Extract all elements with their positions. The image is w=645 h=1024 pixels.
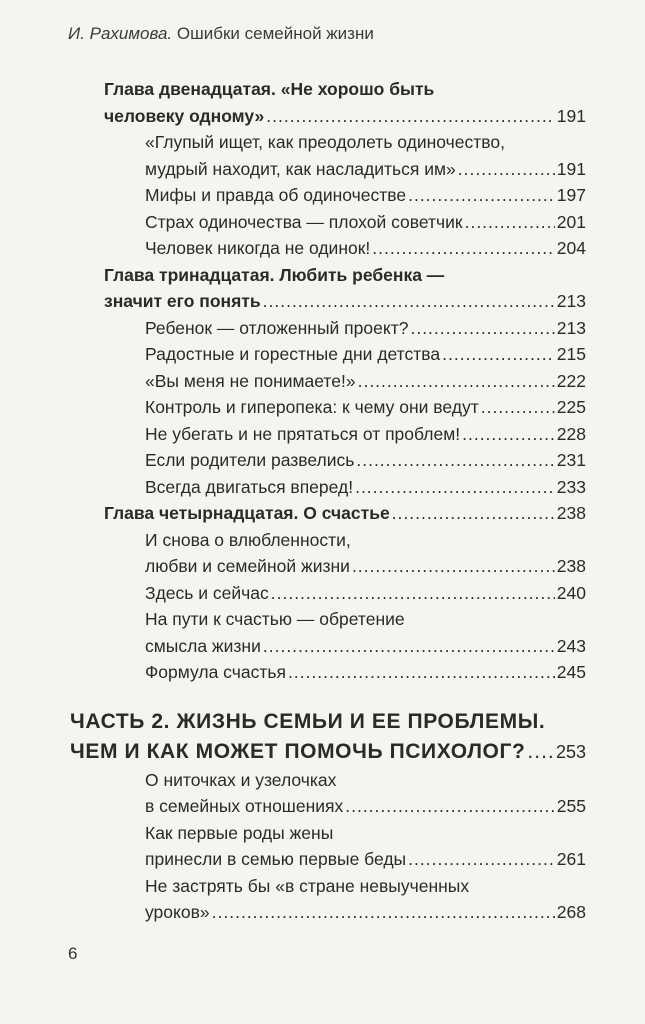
toc-entry-row — [145, 235, 586, 262]
toc-entry-sub — [104, 394, 586, 421]
running-head-author: И. Рахимова. — [68, 24, 173, 43]
dot-leader — [263, 633, 555, 660]
running-head-title: Ошибки семейной жизни — [176, 24, 374, 43]
toc-entry-title-line: Человек никогда не одинок! — [145, 238, 371, 258]
toc-entry-page: 222 — [556, 370, 586, 391]
toc-entry-title-line: Здесь и сейчас — [145, 582, 269, 603]
toc-entry-sub — [104, 527, 586, 580]
toc-entry-page: 191 — [556, 158, 586, 179]
dot-leader — [352, 553, 555, 580]
toc-entry-row — [145, 182, 586, 209]
dot-leader — [372, 235, 555, 262]
toc-entry-row — [145, 341, 586, 368]
toc-entry-sub — [104, 421, 586, 448]
dot-leader — [465, 209, 555, 236]
toc-entry-chapter — [104, 500, 586, 527]
dot-leader — [266, 103, 555, 130]
toc-entry-row — [145, 474, 586, 501]
dot-leader — [355, 474, 555, 501]
toc-entry-title-line: смысла жизни — [145, 635, 261, 656]
toc-entry-title-line: Не убегать и не прятаться от проблем! — [145, 423, 461, 444]
toc-entry-sub — [104, 341, 586, 368]
dot-leader — [458, 156, 555, 183]
toc-entry-page: 238 — [556, 503, 586, 523]
toc-entry-row — [145, 421, 586, 448]
toc-entry-page: 213 — [556, 291, 586, 311]
toc-entry-chapter — [104, 76, 586, 129]
dot-leader — [408, 846, 555, 873]
toc-entry-sub — [104, 447, 586, 474]
toc-entry-title-line: Страх одиночества — плохой советчик — [145, 211, 463, 232]
toc-entry-page: 245 — [556, 662, 586, 682]
toc-entry-sub — [104, 182, 586, 209]
toc-entry-row — [145, 394, 586, 421]
toc-entry-title-line: Глава двенадцатая. «Не хорошо быть — [104, 79, 435, 99]
toc-entry-sub — [104, 209, 586, 236]
toc-entry-row — [145, 447, 586, 474]
toc-entry-page: 233 — [556, 476, 586, 497]
toc-entry-sub — [104, 315, 586, 342]
toc-entry-row — [145, 368, 586, 395]
toc-entry-page: 253 — [555, 741, 586, 762]
toc-entry-title-line: ЧАСТЬ 2. ЖИЗНЬ СЕМЬИ И ЕЕ ПРОБЛЕМЫ. — [70, 709, 546, 733]
toc-entry-title-line: На пути к счастью — обретение — [145, 609, 405, 629]
toc-entry-page: 201 — [556, 211, 586, 232]
toc-entry-title-line: любви и семейной жизни — [145, 556, 350, 576]
dot-leader — [481, 394, 555, 421]
toc-entry-title-line: в семейных отношениях — [145, 796, 344, 816]
toc-entry-title-line: «Глупый ищет, как преодолеть одиночество, — [145, 132, 505, 152]
dot-leader — [392, 500, 555, 527]
dot-leader — [408, 182, 555, 209]
toc-entry-sub — [104, 474, 586, 501]
toc-entry-title-line: ЧЕМ И КАК МОЖЕТ ПОМОЧЬ ПСИХОЛОГ? — [70, 739, 526, 763]
toc-entry-title-line: О ниточках и узелочках — [145, 769, 337, 790]
toc-entry-sub — [104, 580, 586, 607]
toc-entry-page: 228 — [556, 423, 586, 444]
toc-entry-part — [70, 707, 586, 767]
toc-entry-row — [70, 737, 586, 767]
toc-entry-sub — [104, 873, 586, 926]
dot-leader — [462, 421, 555, 448]
toc-entry-title-line: Всегда двигаться вперед! — [145, 476, 354, 497]
toc-entry-page: 213 — [556, 317, 586, 338]
toc-entry-title-line: человеку одному» — [104, 105, 265, 126]
running-head — [68, 24, 374, 44]
toc-entry-row — [145, 553, 586, 580]
toc-entry-row — [145, 209, 586, 236]
toc-entry-sub — [104, 129, 586, 182]
toc-entry-row — [145, 793, 586, 820]
dot-leader — [410, 315, 554, 342]
toc-entry-title-line: Ребенок — отложенный проект? — [145, 317, 409, 338]
toc-entry-sub — [104, 767, 586, 820]
toc-entry-page: 197 — [556, 185, 586, 205]
toc-entry-row — [104, 500, 586, 527]
toc-entry-page: 240 — [556, 582, 586, 603]
toc-entry-sub — [104, 606, 586, 659]
toc-entry-page: 225 — [556, 397, 586, 417]
toc-entry-sub — [104, 368, 586, 395]
toc-entry-page: 191 — [556, 105, 586, 126]
dot-leader — [263, 288, 555, 315]
toc-entry-page: 243 — [556, 635, 586, 656]
dot-leader — [356, 447, 554, 474]
toc-entry-title-line: мудрый находит, как насладиться им» — [145, 158, 456, 179]
toc-entry-row — [145, 659, 586, 686]
toc-entry-title-line: Если родители развелись — [145, 450, 355, 470]
toc-entry-row — [104, 288, 586, 315]
toc-entry-row — [145, 846, 586, 873]
toc-entry-page: 215 — [556, 344, 586, 364]
toc-entry-title-line: «Вы меня не понимаете!» — [145, 370, 356, 391]
toc-entry-sub — [104, 235, 586, 262]
toc-entry-page: 204 — [556, 238, 586, 258]
dot-leader — [345, 793, 555, 820]
dot-leader — [271, 580, 555, 607]
toc-entry-row — [145, 633, 586, 660]
toc-entry-chapter — [104, 262, 586, 315]
toc-entry-title-line: Мифы и правда об одиночестве — [145, 185, 407, 205]
toc-entry-title-line: принесли в семью первые беды — [145, 849, 407, 869]
toc-entry-page: 231 — [556, 450, 586, 470]
toc-entry-title-line: Контроль и гиперопека: к чему они ведут — [145, 397, 479, 417]
toc-entry-title-line: Не застрять бы «в стране невыученных — [145, 875, 470, 896]
toc-entry-title-line: Формула счастья — [145, 662, 286, 682]
toc-entry-page: 261 — [556, 849, 586, 869]
dot-leader — [358, 368, 555, 395]
toc-entry-title-line: Глава четырнадцатая. О счастье — [104, 503, 390, 523]
toc-entry-page: 268 — [556, 902, 586, 922]
toc-entry-title-line: Радостные и горестные дни детства — [145, 344, 441, 364]
toc-entry-row — [104, 103, 586, 130]
toc-entry-row — [145, 899, 586, 926]
dot-leader — [527, 737, 554, 767]
table-of-contents — [70, 76, 586, 926]
toc-entry-title-line: Глава тринадцатая. Любить ребенка — — [104, 264, 445, 285]
toc-entry-sub — [104, 820, 586, 873]
toc-entry-row — [145, 315, 586, 342]
toc-entry-sub — [104, 659, 586, 686]
toc-entry-title-line: И снова о влюбленности, — [145, 529, 351, 550]
page-number: 6 — [68, 944, 78, 963]
toc-entry-row — [145, 156, 586, 183]
toc-entry-page: 238 — [556, 556, 586, 576]
dot-leader — [212, 899, 555, 926]
toc-entry-page: 255 — [556, 796, 586, 816]
dot-leader — [442, 341, 555, 368]
toc-entry-row — [145, 580, 586, 607]
toc-entry-title-line: Как первые роды жены — [145, 822, 334, 843]
dot-leader — [288, 659, 555, 686]
toc-entry-title-line: уроков» — [145, 902, 210, 922]
toc-entry-title-line: значит его понять — [104, 291, 261, 311]
